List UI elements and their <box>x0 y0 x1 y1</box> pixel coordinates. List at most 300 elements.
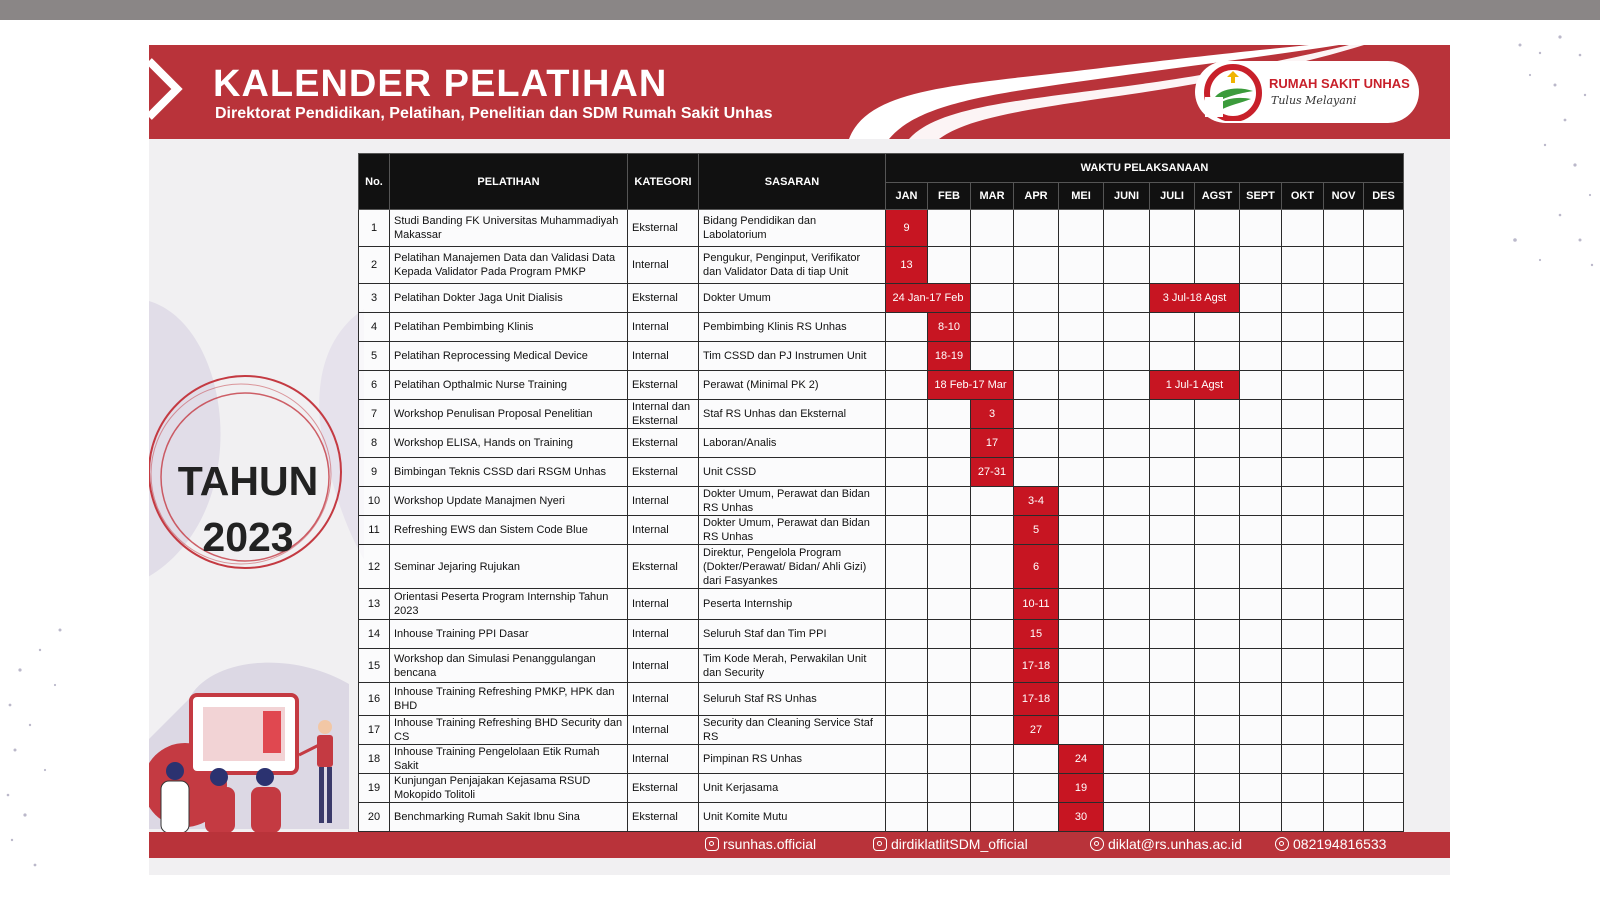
training-target: Pengukur, Penginput, Verifikator dan Validator Data di tiap Unit <box>699 247 886 284</box>
month-cell-empty <box>1059 649 1104 683</box>
month-cell-empty <box>928 545 971 589</box>
page-title: KALENDER PELATIHAN <box>213 63 668 105</box>
training-name: Pelatihan Reprocessing Medical Device <box>390 342 628 371</box>
training-name: Benchmarking Rumah Sakit Ibnu Sina <box>390 803 628 832</box>
month-cell-empty <box>1282 429 1324 458</box>
table-row <box>359 371 1404 400</box>
month-cell-empty <box>886 716 928 745</box>
month-cell-empty <box>1282 649 1324 683</box>
schedule-cell: 6 <box>1014 545 1059 589</box>
training-name: Seminar Jejaring Rujukan <box>390 545 628 589</box>
month-cell-empty <box>1324 313 1364 342</box>
month-cell-empty <box>1195 745 1240 774</box>
month-cell-empty <box>1014 745 1059 774</box>
month-cell-empty <box>1195 716 1240 745</box>
month-cell-empty <box>971 589 1014 620</box>
schedule-cell: 27-31 <box>971 458 1014 487</box>
month-cell-empty <box>1059 313 1104 342</box>
month-cell-empty <box>1240 803 1282 832</box>
training-target: Tim Kode Merah, Perwakilan Unit dan Security <box>699 649 886 683</box>
month-cell-empty <box>1364 803 1404 832</box>
month-cell-empty <box>1364 589 1404 620</box>
month-cell-empty <box>1014 429 1059 458</box>
row-number: 5 <box>359 342 390 371</box>
training-target: Dokter Umum, Perawat dan Bidan RS Unhas <box>699 487 886 516</box>
month-cell-empty <box>1364 342 1404 371</box>
schedule-cell: 3-4 <box>1014 487 1059 516</box>
month-cell-empty <box>928 716 971 745</box>
table-row <box>359 516 1404 545</box>
training-category: Eksternal <box>628 545 699 589</box>
training-target: Pimpinan RS Unhas <box>699 745 886 774</box>
footer-youtube[interactable] <box>873 836 1028 852</box>
month-cell-empty <box>1240 745 1282 774</box>
month-header: AGST <box>1195 183 1240 210</box>
table-row <box>359 284 1404 313</box>
month-cell-empty <box>1059 210 1104 247</box>
header-sasaran: SASARAN <box>699 154 886 210</box>
month-cell-empty <box>1324 545 1364 589</box>
schedule-cell: 24 <box>1059 745 1104 774</box>
table-row <box>359 589 1404 620</box>
month-cell-empty <box>1150 683 1195 716</box>
month-cell-empty <box>1282 774 1324 803</box>
month-cell-empty <box>928 210 971 247</box>
month-cell-empty <box>1150 458 1195 487</box>
schedule-cell: 15 <box>1014 620 1059 649</box>
month-cell-empty <box>1364 620 1404 649</box>
month-cell-empty <box>1104 803 1150 832</box>
month-cell-empty <box>971 803 1014 832</box>
month-cell-empty <box>1014 342 1059 371</box>
month-cell-empty <box>1059 620 1104 649</box>
month-cell-empty <box>1059 247 1104 284</box>
month-cell-empty <box>928 589 971 620</box>
month-cell-empty <box>1195 210 1240 247</box>
page-subtitle: Direktorat Pendidikan, Pelatihan, Penelitian dan SDM Rumah Sakit Unhas <box>215 105 773 122</box>
month-cell-empty <box>886 774 928 803</box>
training-category: Internal <box>628 649 699 683</box>
table-row <box>359 313 1404 342</box>
schedule-cell: 13 <box>886 247 928 284</box>
training-target: Unit Kerjasama <box>699 774 886 803</box>
month-cell-empty <box>1104 745 1150 774</box>
table-row <box>359 487 1404 516</box>
month-cell-empty <box>971 516 1014 545</box>
month-cell-empty <box>886 458 928 487</box>
footer-email[interactable] <box>1090 836 1242 852</box>
month-cell-empty <box>1364 745 1404 774</box>
row-number: 1 <box>359 210 390 247</box>
training-name: Workshop dan Simulasi Penanggulangan bencana <box>390 649 628 683</box>
training-category: Internal <box>628 620 699 649</box>
month-cell-empty <box>1324 342 1364 371</box>
month-cell-empty <box>1282 487 1324 516</box>
month-cell-empty <box>1324 400 1364 429</box>
month-cell-empty <box>1282 371 1324 400</box>
month-cell-empty <box>1059 716 1104 745</box>
row-number: 6 <box>359 371 390 400</box>
row-number: 16 <box>359 683 390 716</box>
month-header: JUNI <box>1104 183 1150 210</box>
table-row <box>359 342 1404 371</box>
month-cell-empty <box>1150 545 1195 589</box>
schedule-cell: 3 Jul-18 Agst <box>1150 284 1240 313</box>
row-number: 2 <box>359 247 390 284</box>
month-cell-empty <box>1150 620 1195 649</box>
table-row <box>359 683 1404 716</box>
table-row <box>359 545 1404 589</box>
month-cell-empty <box>1240 589 1282 620</box>
month-header: MEI <box>1059 183 1104 210</box>
footer-phone[interactable] <box>1275 836 1386 852</box>
month-cell-empty <box>1104 458 1150 487</box>
training-target: Laboran/Analis <box>699 429 886 458</box>
month-cell-empty <box>1195 545 1240 589</box>
training-name: Bimbingan Teknis CSSD dari RSGM Unhas <box>390 458 628 487</box>
row-number: 14 <box>359 620 390 649</box>
month-cell-empty <box>928 487 971 516</box>
month-cell-empty <box>886 487 928 516</box>
month-cell-empty <box>1195 458 1240 487</box>
month-cell-empty <box>1104 649 1150 683</box>
month-cell-empty <box>1059 342 1104 371</box>
training-target: Staf RS Unhas dan Eksternal <box>699 400 886 429</box>
month-cell-empty <box>1324 649 1364 683</box>
month-cell-empty <box>928 774 971 803</box>
month-cell-empty <box>928 516 971 545</box>
phone-number: 082194816533 <box>1293 836 1387 852</box>
month-cell-empty <box>971 745 1014 774</box>
month-cell-empty <box>1240 458 1282 487</box>
month-cell-empty <box>1240 620 1282 649</box>
month-header: DES <box>1364 183 1404 210</box>
footer-instagram[interactable] <box>705 836 816 852</box>
month-cell-empty <box>1195 247 1240 284</box>
training-category: Internal <box>628 516 699 545</box>
month-cell-empty <box>1240 774 1282 803</box>
month-cell-empty <box>886 803 928 832</box>
month-cell-empty <box>928 400 971 429</box>
month-header: MAR <box>971 183 1014 210</box>
month-cell-empty <box>1240 487 1282 516</box>
month-cell-empty <box>1364 429 1404 458</box>
month-cell-empty <box>1150 313 1195 342</box>
schedule-cell: 17 <box>971 429 1014 458</box>
training-illustration <box>149 665 364 833</box>
month-cell-empty <box>1150 516 1195 545</box>
month-cell-empty <box>1059 516 1104 545</box>
month-cell-empty <box>1364 649 1404 683</box>
month-cell-empty <box>1104 400 1150 429</box>
training-target: Pembimbing Klinis RS Unhas <box>699 313 886 342</box>
month-cell-empty <box>1195 400 1240 429</box>
footer-bar <box>149 832 1450 858</box>
year-label-number: 2023 <box>202 514 294 560</box>
month-cell-empty <box>1240 284 1282 313</box>
month-cell-empty <box>1364 545 1404 589</box>
month-cell-empty <box>1059 400 1104 429</box>
training-category: Internal <box>628 313 699 342</box>
schedule-cell: 8-10 <box>928 313 971 342</box>
schedule-cell: 18-19 <box>928 342 971 371</box>
header-no: No. <box>359 154 390 210</box>
row-number: 9 <box>359 458 390 487</box>
month-cell-empty <box>886 683 928 716</box>
training-category: Eksternal <box>628 284 699 313</box>
hospital-tagline: Tulus Melayani <box>1271 94 1357 107</box>
training-category: Eksternal <box>628 803 699 832</box>
month-cell-empty <box>1364 683 1404 716</box>
month-cell-empty <box>886 745 928 774</box>
training-target: Peserta Internship <box>699 589 886 620</box>
schedule-cell: 30 <box>1059 803 1104 832</box>
hospital-logo-icon <box>1201 63 1265 121</box>
month-cell-empty <box>886 545 928 589</box>
training-name: Workshop Penulisan Proposal Penelitian <box>390 400 628 429</box>
training-category: Eksternal <box>628 429 699 458</box>
month-cell-empty <box>971 487 1014 516</box>
hospital-logo <box>1195 61 1419 123</box>
table-row <box>359 716 1404 745</box>
month-cell-empty <box>971 716 1014 745</box>
month-cell-empty <box>1104 716 1150 745</box>
month-cell-empty <box>971 620 1014 649</box>
month-cell-empty <box>1059 545 1104 589</box>
table-row <box>359 247 1404 284</box>
year-label <box>169 453 327 565</box>
youtube-handle: dirdiklatlitSDM_official <box>891 836 1028 852</box>
training-category: Internal <box>628 342 699 371</box>
month-cell-empty <box>1364 716 1404 745</box>
training-target: Seluruh Staf dan Tim PPI <box>699 620 886 649</box>
month-cell-empty <box>886 516 928 545</box>
training-category: Internal <box>628 487 699 516</box>
row-number: 11 <box>359 516 390 545</box>
instagram-icon <box>705 837 719 851</box>
month-cell-empty <box>1150 342 1195 371</box>
table-row <box>359 210 1404 247</box>
month-cell-empty <box>1059 284 1104 313</box>
schedule-cell: 18 Feb-17 Mar <box>928 371 1014 400</box>
month-cell-empty <box>928 803 971 832</box>
month-cell-empty <box>928 683 971 716</box>
training-target: Bidang Pendidikan dan Labolatorium <box>699 210 886 247</box>
month-cell-empty <box>1324 620 1364 649</box>
schedule-cell: 17-18 <box>1014 649 1059 683</box>
month-cell-empty <box>1282 620 1324 649</box>
schedule-cell: 3 <box>971 400 1014 429</box>
training-name: Pelatihan Pembimbing Klinis <box>390 313 628 342</box>
month-cell-empty <box>1014 247 1059 284</box>
month-cell-empty <box>1195 803 1240 832</box>
month-cell-empty <box>1014 371 1059 400</box>
month-cell-empty <box>1150 210 1195 247</box>
month-cell-empty <box>1240 247 1282 284</box>
youtube-icon <box>873 837 887 851</box>
month-cell-empty <box>1195 342 1240 371</box>
month-cell-empty <box>1104 371 1150 400</box>
header-waktu-pelaksanaan: WAKTU PELAKSANAAN <box>886 154 1404 183</box>
training-target: Tim CSSD dan PJ Instrumen Unit <box>699 342 886 371</box>
month-cell-empty <box>1324 458 1364 487</box>
schedule-cell: 1 Jul-1 Agst <box>1150 371 1240 400</box>
month-cell-empty <box>1282 400 1324 429</box>
month-cell-empty <box>1150 745 1195 774</box>
decorative-dots-right <box>1500 25 1600 285</box>
training-category: Internal <box>628 589 699 620</box>
month-cell-empty <box>1014 400 1059 429</box>
month-cell-empty <box>1104 516 1150 545</box>
month-cell-empty <box>1195 429 1240 458</box>
month-cell-empty <box>1195 683 1240 716</box>
month-cell-empty <box>1240 545 1282 589</box>
month-cell-empty <box>1282 545 1324 589</box>
month-cell-empty <box>971 774 1014 803</box>
training-target: Seluruh Staf RS Unhas <box>699 683 886 716</box>
table-row <box>359 803 1404 832</box>
month-cell-empty <box>1324 516 1364 545</box>
month-cell-empty <box>1014 284 1059 313</box>
training-schedule-table <box>358 153 1404 832</box>
month-cell-empty <box>1282 342 1324 371</box>
month-header: OKT <box>1282 183 1324 210</box>
month-cell-empty <box>1240 516 1282 545</box>
month-cell-empty <box>1195 774 1240 803</box>
month-cell-empty <box>1282 803 1324 832</box>
table-row <box>359 458 1404 487</box>
month-cell-empty <box>1240 313 1282 342</box>
month-cell-empty <box>1240 342 1282 371</box>
training-name: Orientasi Peserta Program Internship Tahun 2023 <box>390 589 628 620</box>
training-category: Eksternal <box>628 210 699 247</box>
month-cell-empty <box>886 589 928 620</box>
month-cell-empty <box>1324 429 1364 458</box>
month-cell-empty <box>1324 371 1364 400</box>
row-number: 8 <box>359 429 390 458</box>
month-cell-empty <box>1104 683 1150 716</box>
month-cell-empty <box>1195 313 1240 342</box>
email-address: diklat@rs.unhas.ac.id <box>1108 836 1243 852</box>
month-cell-empty <box>1364 516 1404 545</box>
month-cell-empty <box>1014 774 1059 803</box>
month-cell-empty <box>1364 458 1404 487</box>
instagram-handle: rsunhas.official <box>723 836 817 852</box>
calendar-card <box>149 45 1450 875</box>
training-category: Internal <box>628 247 699 284</box>
month-cell-empty <box>928 247 971 284</box>
top-gray-bar <box>0 0 1600 20</box>
month-cell-empty <box>1014 803 1059 832</box>
training-category: Internal <box>628 716 699 745</box>
month-header: NOV <box>1324 183 1364 210</box>
training-target: Dokter Umum, Perawat dan Bidan RS Unhas <box>699 516 886 545</box>
month-cell-empty <box>928 649 971 683</box>
month-cell-empty <box>1104 284 1150 313</box>
month-cell-empty <box>1324 716 1364 745</box>
month-cell-empty <box>1195 487 1240 516</box>
month-cell-empty <box>1282 716 1324 745</box>
training-category: Internal <box>628 683 699 716</box>
row-number: 15 <box>359 649 390 683</box>
training-name: Inhouse Training Refreshing BHD Security dan CS <box>390 716 628 745</box>
month-cell-empty <box>1240 683 1282 716</box>
training-name: Inhouse Training Refreshing PMKP, HPK dan BHD <box>390 683 628 716</box>
month-cell-empty <box>1150 716 1195 745</box>
month-cell-empty <box>1014 313 1059 342</box>
month-cell-empty <box>1282 210 1324 247</box>
row-number: 19 <box>359 774 390 803</box>
month-cell-empty <box>971 342 1014 371</box>
month-cell-empty <box>886 313 928 342</box>
month-cell-empty <box>1364 371 1404 400</box>
month-cell-empty <box>1150 487 1195 516</box>
month-cell-empty <box>1364 247 1404 284</box>
month-cell-empty <box>1324 683 1364 716</box>
row-number: 18 <box>359 745 390 774</box>
month-cell-empty <box>1240 649 1282 683</box>
month-cell-empty <box>1240 371 1282 400</box>
month-cell-empty <box>886 620 928 649</box>
training-name: Inhouse Training Pengelolaan Etik Rumah Sakit <box>390 745 628 774</box>
training-name: Workshop ELISA, Hands on Training <box>390 429 628 458</box>
phone-icon <box>1275 837 1289 851</box>
month-cell-empty <box>1282 589 1324 620</box>
month-cell-empty <box>1364 210 1404 247</box>
month-cell-empty <box>1104 210 1150 247</box>
month-cell-empty <box>1150 649 1195 683</box>
month-cell-empty <box>971 313 1014 342</box>
header-kategori: KATEGORI <box>628 154 699 210</box>
month-cell-empty <box>1324 774 1364 803</box>
training-name: Refreshing EWS dan Sistem Code Blue <box>390 516 628 545</box>
table-row <box>359 620 1404 649</box>
month-cell-empty <box>1150 803 1195 832</box>
month-cell-empty <box>1104 487 1150 516</box>
month-cell-empty <box>1364 774 1404 803</box>
month-cell-empty <box>1104 620 1150 649</box>
month-cell-empty <box>886 429 928 458</box>
table-row <box>359 745 1404 774</box>
month-cell-empty <box>1324 284 1364 313</box>
month-cell-empty <box>1240 400 1282 429</box>
month-cell-empty <box>1150 400 1195 429</box>
month-cell-empty <box>971 247 1014 284</box>
month-cell-empty <box>971 284 1014 313</box>
row-number: 12 <box>359 545 390 589</box>
row-number: 10 <box>359 487 390 516</box>
table-row <box>359 774 1404 803</box>
month-cell-empty <box>1282 516 1324 545</box>
training-name: Pelatihan Opthalmic Nurse Training <box>390 371 628 400</box>
month-cell-empty <box>928 620 971 649</box>
month-cell-empty <box>971 683 1014 716</box>
month-header: SEPT <box>1240 183 1282 210</box>
month-cell-empty <box>1104 589 1150 620</box>
month-cell-empty <box>1059 458 1104 487</box>
training-name: Pelatihan Dokter Jaga Unit Dialisis <box>390 284 628 313</box>
schedule-cell: 10-11 <box>1014 589 1059 620</box>
header-banner <box>149 45 1450 139</box>
month-cell-empty <box>1364 400 1404 429</box>
training-category: Eksternal <box>628 774 699 803</box>
month-cell-empty <box>1195 620 1240 649</box>
year-label-word: TAHUN <box>177 458 319 504</box>
training-name: Pelatihan Manajemen Data dan Validasi Data Kepada Validator Pada Program PMKP <box>390 247 628 284</box>
month-cell-empty <box>1282 247 1324 284</box>
month-cell-empty <box>1240 210 1282 247</box>
schedule-cell: 9 <box>886 210 928 247</box>
